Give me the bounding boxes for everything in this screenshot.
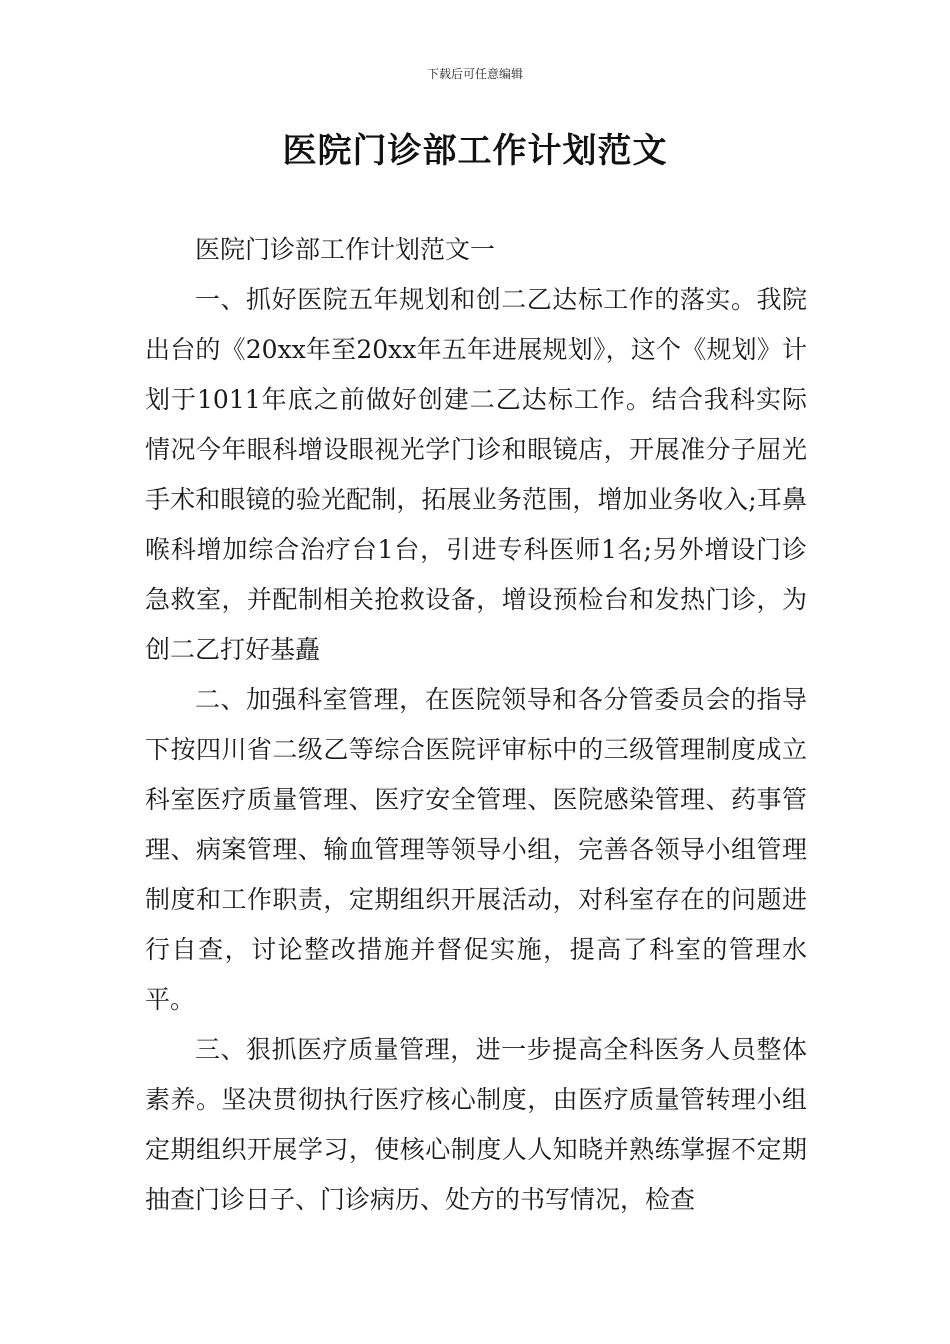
paragraph-section-3: 三、狠抓医疗质量管理，进一步提高全科医务人员整体素养。坚决贯彻执行医疗核心制度，由医疗质量管转理小组定期组织开展学习，使核心制度人人知晓并熟练掌握不定期抽查门诊日子、门诊病历、处方的书写情况，检查 — [145, 1035, 807, 1214]
paragraph-subtitle: 医院门诊部工作计划范文一 — [195, 235, 496, 264]
document-body — [145, 225, 807, 1225]
document-title: 医院门诊部工作计划范文 — [282, 131, 668, 171]
paragraph-section-2: 二、加强科室管理，在医院领导和各分管委员会的指导下按四川省二级乙等综合医院评审标中的三级管理制度成立科室医疗质量管理、医疗安全管理、医院感染管理、药事管理、病案管理、输血管理等领导小组，完善各领导小组管理制度和工作职责，定期组织开展活动，对科室存在的问题进行自查，讨论整改措施并督促实施，提高了科室的管理水平。 — [145, 685, 807, 1014]
paragraph-section-1: 一、抓好医院五年规划和创二乙达标工作的落实。我院出台的《20xx年至20xx年五年进展规划》，这个《规划》计划于1011年底之前做好创建二乙达标工作。结合我科实际情况今年眼科增设眼视光学门诊和眼镜店，开展准分子屈光手术和眼镜的验光配制，拓展业务范围，增加业务收入;耳鼻喉科增加综合治疗台1台，引进专科医师1名;另外增设门诊急救室，并配制相关抢救设备，增设预检台和发热门诊，为创二乙打好基矗 — [145, 285, 807, 664]
header-note: 下载后可任意编辑 — [426, 67, 523, 81]
